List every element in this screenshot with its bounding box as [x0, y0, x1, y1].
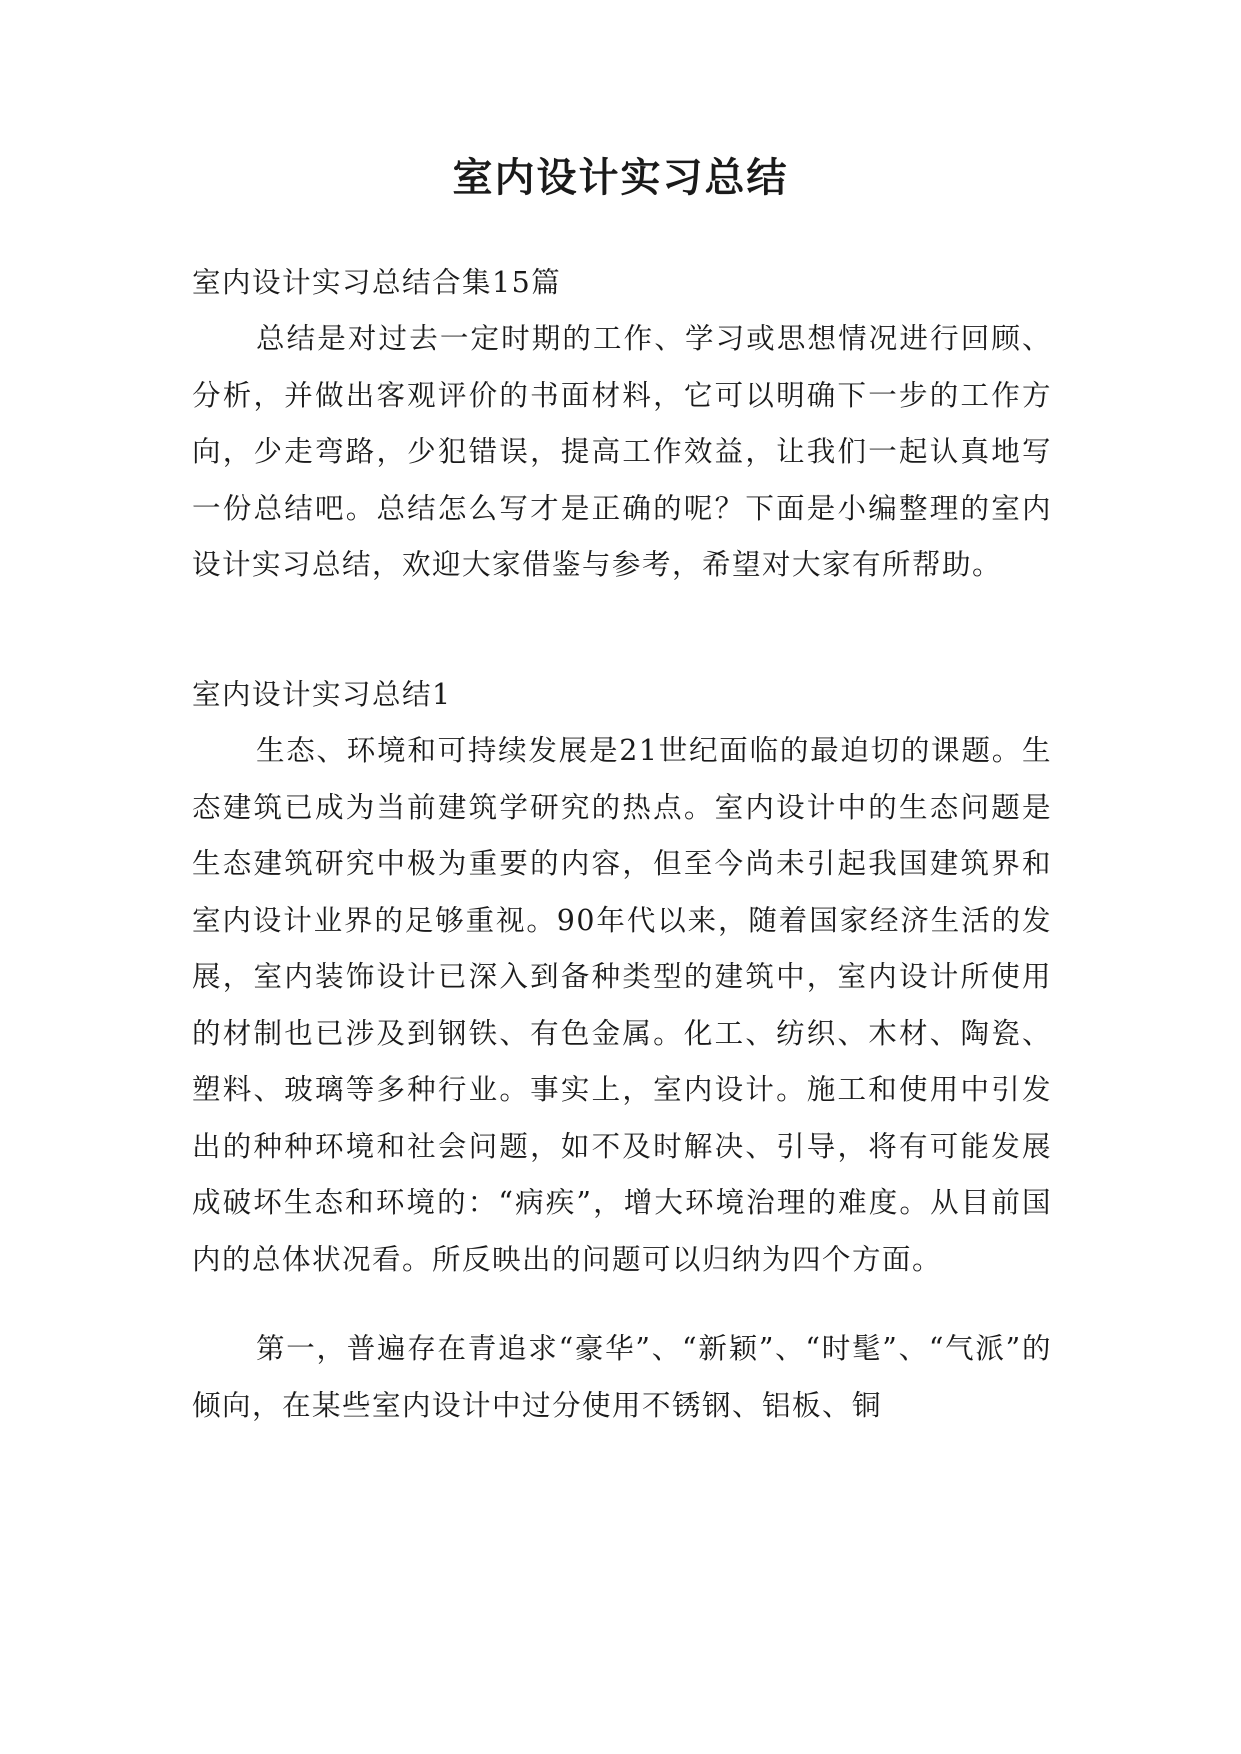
- collection-heading: 室内设计实习总结合集15篇: [192, 266, 562, 299]
- section-heading: 室内设计实习总结1: [192, 678, 452, 711]
- document-title: 室内设计实习总结: [452, 154, 789, 201]
- section-paragraph: 第一，普遍存在青追求“豪华”、“新颖”、“时髦”、“气派”的倾向，在某些室内设计中过分使用不锈钢、铝板、铜: [192, 1332, 1052, 1422]
- intro-paragraph: 总结是对过去一定时期的工作、学习或思想情况进行回顾、分析，并做出客观评价的书面材料，它可以明确下一步的工作方向，少走弯路，少犯错误，提高工作效益，让我们一起认真地写一份总结吧。总结怎么写才是正确的呢？下面是小编整理的室内设计实习总结，欢迎大家借鉴与参考，希望对大家有所帮助。: [192, 322, 1052, 581]
- section-paragraph: 生态、环境和可持续发展是21世纪面临的最迫切的课题。生态建筑已成为当前建筑学研究的热点。室内设计中的生态问题是生态建筑研究中极为重要的内容，但至今尚未引起我国建筑界和室内设计业界的足够重视。90年代以来，随着国家经济生活的发展，室内装饰设计已深入到备种类型的建筑中，室内设计所使用的材制也已涉及到钢铁、有色金属。化工、纺织、木材、陶瓷、塑料、玻璃等多种行业。事实上，室内设计。施工和使用中引发出的种种环境和社会问题，如不及时解决、引导，将有可能发展成破坏生态和环境的：“病疾”，增大环境治理的难度。从目前国内的总体状况看。所反映出的问题可以归纳为四个方面。: [192, 734, 1052, 1276]
